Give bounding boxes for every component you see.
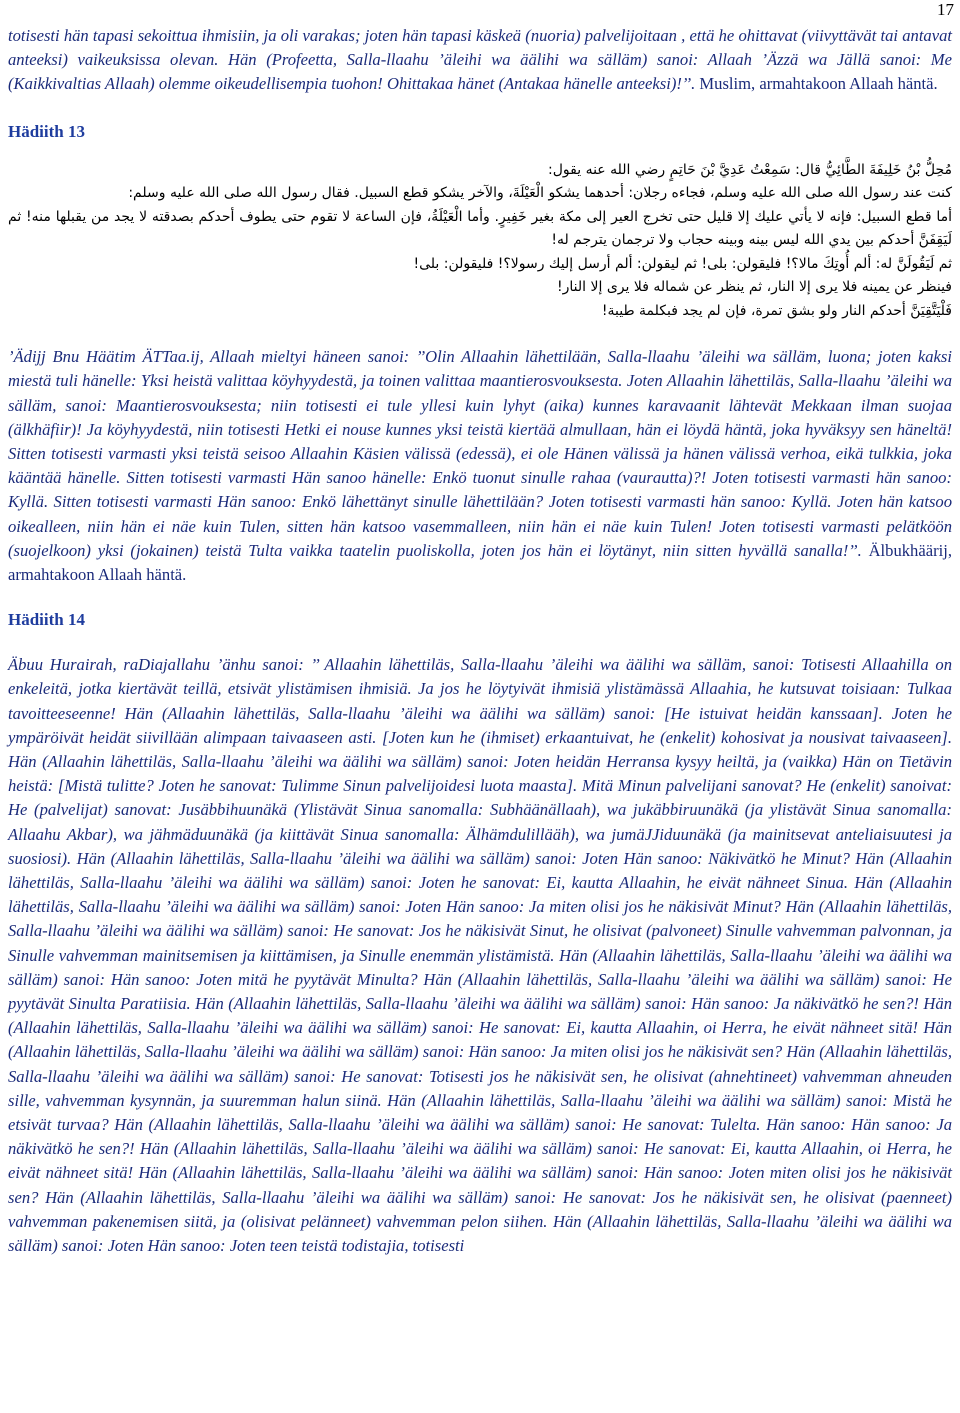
- arabic-line: فَلْيَتَّقِيَنَّ أحدكم النار ولو بشق تمرة، فإن لم يجد فبكلمة طيبة!: [601, 302, 952, 319]
- intro-text: totisesti hän tapasi sekoittua ihmisiin, ja oli varakas; joten hän tapasi käskeä (nuoria) palvelijoitaan , että he ohittavat (viivyttävät tai antavat anteeksi) vaikeuksissa olevan. Hän (Profeetta, Salla-llaahu ’äleihi wa äälihi wa sälläm) sanoi: Allaah ’Äzzä wa Jällä sanoi: Me (Kaikkivaltias Allaah) olemme oikeudellisempia tuohon! Ohittakaa hänet (Antakaa hänelle anteeksi)!’’.: [8, 26, 952, 94]
- intro-closing: Muslim, armahtakoon Allaah häntä.: [695, 74, 938, 94]
- hadith-13-arabic: [8, 159, 952, 324]
- hadith-13-text: ’Ädijj Bnu Häätim ÄTTaa.ij, Allaah mieltyi häneen sanoi: ’’Olin Allaahin lähettilään, Salla-llaahu ’äleihi wa sälläm, luona; joten kaksi miestä tuli hänelle: Yksi heistä valittaa köyhyydestä, ja toinen valittaa maantierosvouksesta. Joten Allaahin lähettiläs, Salla-llaahu ’äleihi wa sälläm, sanoi: Maantierosvouksesta; niin totisesti ei tule yllesi kuin lyhyt (aika) kunnes karavaanit lähtevät Mekkaan ilman suojaa (älkhäfiir)! Ja köyhyydestä, niin totisesti Hetki ei nouse kunnes yksi teistä kiertää almullaan, hän ei löydä häntä, joka hyväksyy sen häneltä! Sitten totisesti varmasti yksi teistä seisoo Allaahin Käsien välissä (edessä), ei ole Hänen välissä ja hänen välissä verhoa, eikä tulkkia, joka kääntää hänelle. Sitten totisesti varmasti Hän sanoo hänelle: Enkö tuonut sinulle rahaa (vaurautta)?! Joten totisesti varmasti hän sanoo: Kyllä. Sitten totisesti varmasti Hän sanoo: Enkö lähettänyt sinulle lähettilään? Joten totisesti varmasti hän sanoo: Kyllä. Joten hän katsoo oikealleen, niin hän ei näe kuin Tulen, sitten hän katsoo vasemmalleen, niin hän ei näe kuin Tulen! Joten totisesti varmasti pelätköön (suojelkoon) yksi (jokainen) teistä Tulta vaikka taatelin puoliskolla, joten jos hän ei löytänyt, niin sitten hyvällä sanalla!’’.: [8, 347, 952, 560]
- arabic-line: أما قطع السبيل: فإنه لا يأتي عليك إلا قليل حتى تخرج العير إلى مكة بغير خَفِيرٍ. وأما الْعَيْلَةُ، فإن الساعة لا تقوم حتى يطوف أحدكم بصدقته لا يجد من يقبلها منه! ثم لَيَقِفَنَّ أحدكم بين يدي الله ليس بينه وبينه حجاب ولا ترجمان يترجم له!: [8, 208, 952, 249]
- hadith-13-closing: Älbukhäärij, armahtakoon Allaah häntä.: [8, 540, 952, 584]
- hadith-14-heading: Hädiith 14: [8, 610, 85, 630]
- intro-paragraph: [8, 24, 952, 97]
- arabic-line: ثم لَيَقُولَنَّ له: ألم أُوتِكَ مالا؟! فليقولن: بلى! ثم ليقولن: ألم أرسل إليك رسولا؟! فليقولن: بلى!: [413, 255, 952, 272]
- arabic-line: كنت عند رسول الله صلى الله عليه وسلم، فجاءه رجلان: أحدهما يشكو الْعَيْلَةَ، والآخر يشكو قطع السبيل. فقال رسول الله صلى الله عليه وسلم:: [128, 185, 952, 202]
- hadith-13-heading: Hädiith 13: [8, 121, 85, 141]
- arabic-line: مُحِلُّ بْنُ خَلِيفَةَ الطَّائِيُّ قال: سَمِعْتُ عَدِيَّ بْنَ حَاتِمٍ رضي الله عنه يقول:: [548, 161, 952, 178]
- arabic-line: فينظر عن يمينه فلا يرى إلا النار، ثم ينظر عن شماله فلا يرى إلا النار!: [557, 279, 952, 296]
- document-page: [8, 24, 952, 1258]
- hadith-14-text: Äbuu Hurairah, raDiajallahu ’änhu sanoi: ’’ Allaahin lähettiläs, Salla-llaahu ’äleihi wa äälihi wa sälläm, sanoi: Totisesti Allaahilla on enkeleitä, jotka kiertävät teillä, etsivät ylistämisen ihmisiä. Ja jos he löytyivät ihmisiä ylistämässä Allaahia, he kutsuvat toisiaan: Tulkaa tavoitteeseenne! Hän (Allaahin lähettiläs, Salla-llaahu ’äleihi wa äälihi wa sälläm) sanoi: [He istuivat heidän kanssaan]. Joten he ympäröivät heidät siivillään alimpaan taivaaseen asti. [Joten kun he (ihmiset) erkaantuivat, he (enkelit) kohosivat ja nousivat taivaaseen]. Hän (Allaahin lähettiläs, Salla-llaahu ’äleihi wa äälihi wa sälläm) sanoi: Joten heidän Herransa kysyy heiltä, ja (vaikka) Hän on Tietävin heistä: [Mistä tulitte? Joten he sanovat: Tulimme Sinun palvelijoidesi luota maasta]. Mitä Minun palvelijani sanovat? He (enkelit) sanoivat: He (palvelijat) sanovat: Jusäbbihuunäkä (Ylistävät Sinua sanomalla: Subhäänällaah), wa jukäbbiruunäkä (ja ylistävät Sinua sanomalla: Allaahu Akbar), wa jähmäduunäkä (ja kiittävät Sinua sanomalla: Älhämdulillääh), wa jumäJJiduunäkä (ja mainitsevat anteliaisuutesi ja suosiosi). Hän (Allaahin lähettiläs, Salla-llaahu ’äleihi wa äälihi wa sälläm) sanoi: Joten Hän sanoo: Näkivätkö he Minut? Hän (Allaahin lähettiläs, Salla-llaahu ’äleihi wa äälihi wa sälläm) sanoi: Joten he sanovat: Ei, kautta Allaahin, he eivät nähneet Sinua. Hän (Allaahin lähettiläs, Salla-llaahu ’äleihi wa äälihi wa sälläm) sanoi: Joten Hän sanoo: Ja miten olisi jos he näkisivät Minut? Hän (Allaahin lähettiläs, Salla-llaahu ’äleihi wa äälihi wa sälläm) sanoi: He sanovat: Jos he näkisivät Sinut, he olisivat (palvoneet) Sinulle vahvemman palvonnan, ja Sinulle vahvemman mainitsemisen ja kiittämisen, ja Sinulle enemmän ylistämistä. Hän (Allaahin lähettiläs, Salla-llaahu ’äleihi wa äälihi wa sälläm) sanoi: Hän sanoo: Joten mitä he pyytävät Minulta? Hän (Allaahin lähettiläs, Salla-llaahu ’äleihi wa äälihi wa sälläm) sanoi: He pyytävät Sinulta Paratiisia. Hän (Allaahin lähettiläs, Salla-llaahu ’äleihi wa äälihi wa sälläm) sanoi: Hän sanoo: Ja näkivätkö he sen?! Hän (Allaahin lähettiläs, Salla-llaahu ’äleihi wa äälihi wa sälläm) sanoi: He sanovat: Ei, kautta Allaahin, oi Herra, he eivät nähneet sitä! Hän (Allaahin lähettiläs, Salla-llaahu ’äleihi wa äälihi wa sälläm) sanoi: Hän sanoo: Ja miten olisi jos he näkisivät sen? Hän (Allaahin lähettiläs, Salla-llaahu ’äleihi wa äälihi wa sälläm) sanoi: He sanovat: Totisesti jos he näkisivät sen, he olisivat (ahnehtineet) vahvemman ahneuden sille, vahvemman kysynnän, ja suuremman halun siinä. Hän (Allaahin lähettiläs, Salla-llaahu ’äleihi wa äälihi wa sälläm) sanoi: Mistä he etsivät turvaa? Hän (Allaahin lähettiläs, Salla-llaahu ’äleihi wa äälihi wa sälläm) sanoi: He sanovat: Tulelta. Hän sanoo: Hän sanoo: Ja näkivätkö he sen?! Hän (Allaahin lähettiläs, Salla-llaahu ’äleihi wa äälihi wa sälläm) sanoi: He sanovat: Ei, kautta Allaahin, oi Herra, he eivät nähneet sitä! Hän (Allaahin lähettiläs, Salla-llaahu ’äleihi wa äälihi wa sälläm) sanoi: Hän sanoo: Joten miten olisi jos he näkisivät sen? Hän (Allaahin lähettiläs, Salla-llaahu ’äleihi wa äälihi wa sälläm) sanoi: He sanovat: Jos he näkisivät sen, he olisivat (paenneet) vahvemman pakenemisen siitä, ja (olisivat pelänneet) vahvemman pelon siihen. Hän (Allaahin lähettiläs, Salla-llaahu ’äleihi wa äälihi wa sälläm) sanoi: Joten Hän sanoo: Joten teen teistä todistajia, totisesti: [8, 655, 952, 1256]
- hadith-13-translation: [8, 345, 952, 587]
- page-number: 17: [937, 0, 954, 19]
